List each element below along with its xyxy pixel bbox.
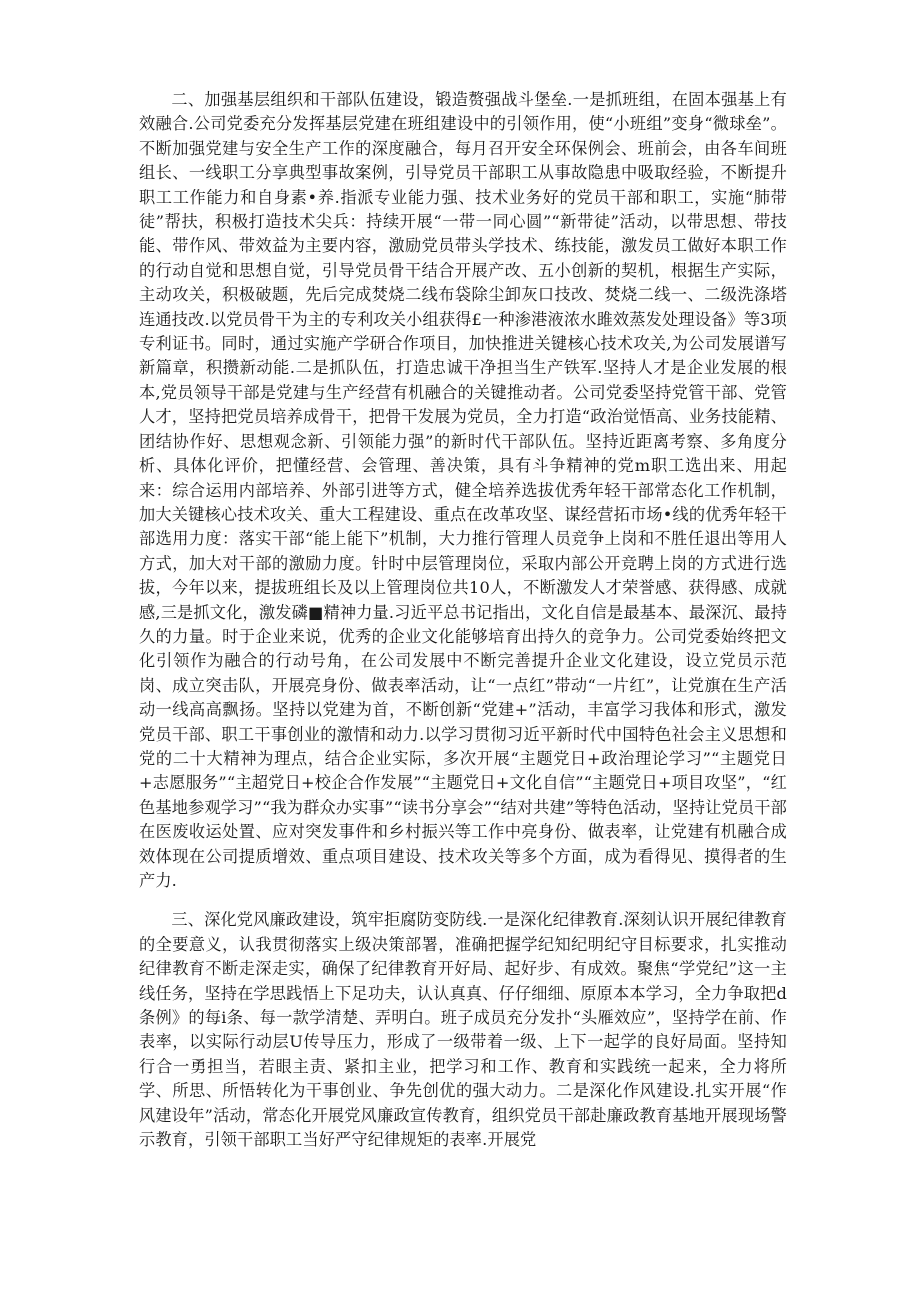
- document-body: [139, 88, 787, 1152]
- paragraph-org-building: 二、加强基层组织和干部队伍建设，锻造赘强战斗堡垒.一是抓班组，在固本强基上有效融合.公司党委充分发挥基层党建在班组建设中的引领作用，使“小班组”变身“微球垒”。不断加强党建与安全生产工作的深度融合，每月召开安全环保例会、班前会，由各车间班组长、一线职工分享典型事故案例，引导党员干部职工从事故隐患中吸取经验，不断提升职工工作能力和自身素•养.指派专业能力强、技术业务好的党员干部和职工，实施“肺带徒”帮扶，积极打造技术尖兵：持续开展“一带一同心圆”“新带徒”活动，以带思想、带技能、带作风、带效益为主要内容，激励党员带头学技术、练技能，激发员工做好本职工作的行动自觉和思想自觉，引导党员骨干结合开展产改、五小创新的契机，根据生产实际，主动攻关，积极破题，先后完成焚烧二线布袋除尘卸灰口技改、焚烧二线一、二级洗涤塔连通技改.以党员骨干为主的专利攻关小组获得£一种渗港液浓水雎效蒸发处理设备》等3项专利证书。同时，通过实施产学研合作项目，加快推进关键核心技术攻关,为公司发展谱写新篇章，积攒新动能.二是抓队伍，打造忠诚干净担当生产铁军.坚持人才是企业发展的根本,党员领导干部是党建与生产经营有机融合的关键推动者。公司党委坚持党管干部、党管人才，坚持把党员培养成骨干，把骨干发展为党员，全力打造“政治觉悟高、业务技能精、团结协作好、思想观念新、引领能力强”的新时代干部队伍。坚持近距离考察、多角度分析、具体化评价，把懂经营、会管理、善决策，具有斗争精神的党m职工选出来、用起来：综合运用内部培养、外部引进等方式，健全培养选拔优秀年轻干部常态化工作机制，加大关键核心技术攻关、重大工程建设、重点在改革攻坚、谋经营拓市场•线的优秀年轻干部选用力度：落实干部“能上能下”机制，大力推行管理人员竞争上岗和不胜任退出等用人方式，加大对干部的激励力度。针时中层管理岗位，采取内部公开竞聘上岗的方式进行选拔，今年以来，提拔班组长及以上管理岗位共10人，不断激发人才荣誉感、获得感、成就感,三是抓文化，激发磷■精神力量.习近平总书记指出，文化自信是最基本、最深沉、最持久的力量。时于企业来说，优秀的企业文化能够培育出持久的竞争力。公司党委始终把文化引领作为融合的行动号角，在公司发展中不断完善提升企业文化建设，设立党员示范岗、成立突击队，开展亮身份、做表率活动，让“一点红”带动“一片红”，让党旗在生产活动一线高高飘扬。坚持以党建为首，不断创新“党建+”活动，丰富学习我体和形式，激发党员干部、职工干事创业的激情和动力.以学习贯彻习近平新时代中国特色社会主义思想和党的二十大精神为理点，结合企业实际，多次开展“主题党日+政治理论学习”“主题党日+志愿服务”“主超党日+校企合作发展”“主题党日+文化自信”“主题党日+项目攻坚”，“红色基地参观学习”“我为群众办实事”“读书分享会”“结对共建”等特色活动，坚持让党员干部在医废收运处置、应对突发事件和乡村振兴等工作中亮身份、做表率，让党建有机融合成效体现在公司提质增效、重点项目建设、技术攻关等多个方面，成为看得见、摸得者的生产力.: [139, 90, 787, 890]
- paragraph-anti-corruption: 三、深化党风廉政建设，筑牢拒腐防变防线.一是深化纪律教育.深刻认识开展纪律教育的全要意义，认我贯彻落实上级决策部署，准确把握学纪知纪明纪守目标要求，扎实推动纪律教育不断走深走实，确保了纪律教育开好局、起好步、有成效。聚焦“学党纪”这一主线任务，坚持在学思践悟上下足功夫，认认真真、仔仔细细、原原本本学习，全力争取把d条例》的每i条、每一款学清楚、弄明白。班子成员充分发扑“头雁效应”，坚持学在前、作表率，以实际行动层U传导压力，形成了一级带着一级、上下一起学的良好局面。坚持知行合一勇担当，若眼主责、紧扣主业，把学习和工作、教育和实践统一起来，全力将所学、所思、所悟转化为干事创业、争先创优的强大动力。二是深化作风建设.扎实开展“作风建设年”活动，常态化开展党风廉政宣传教育，组织党员干部赴廉政教育基地开展现场警示教育，引领干部职工当好严守纪律规矩的表率.开展党: [139, 910, 787, 1150]
